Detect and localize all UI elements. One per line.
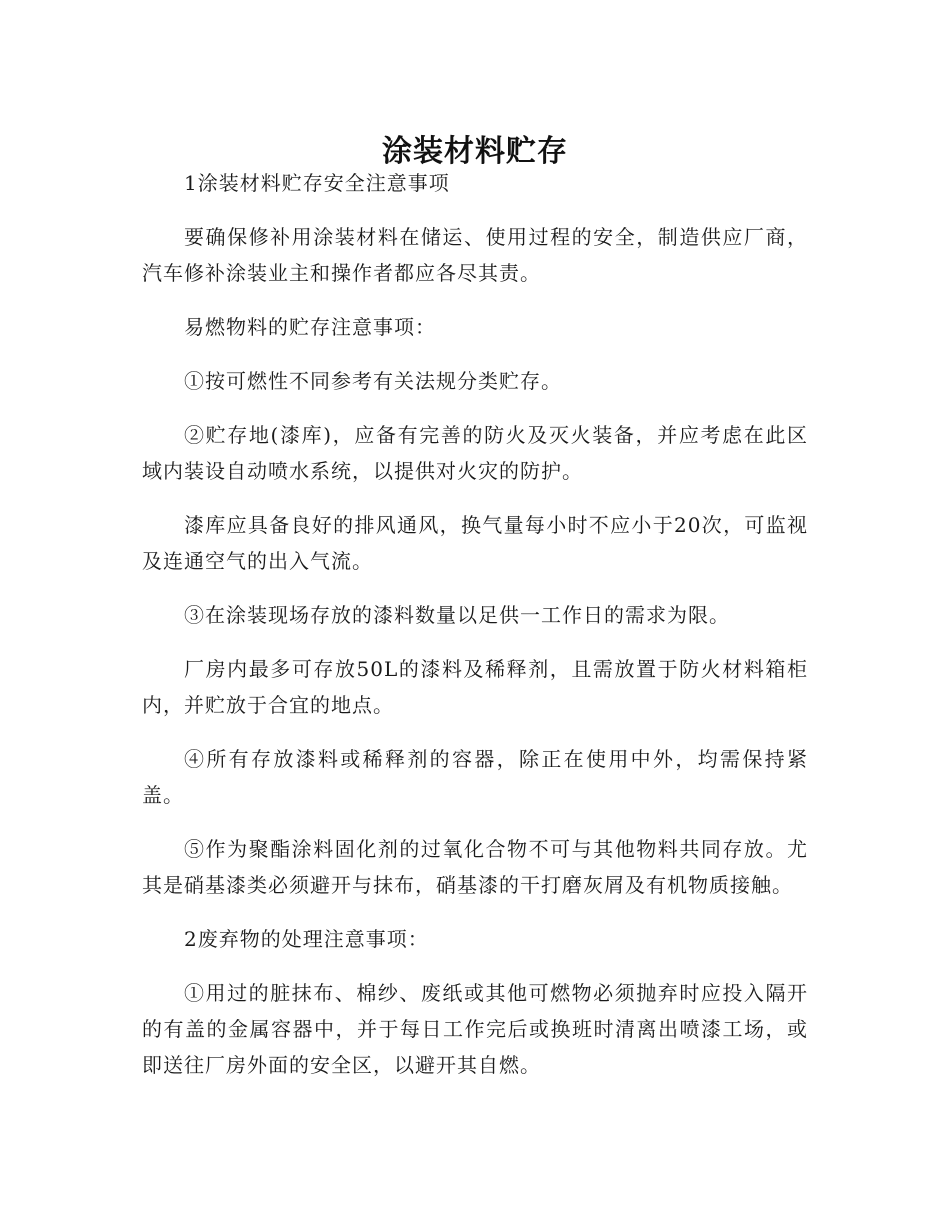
paragraph-storage-limit: 厂房内最多可存放50L的漆料及稀释剂，且需放置于防火材料箱柜内，并贮放于合宜的地点。 [142,657,808,717]
list-item-5: ⑤作为聚酯涂料固化剂的过氧化合物不可与其他物料共同存放。尤其是硝基漆类必须避开与抹布，硝基漆的干打磨灰屑及有机物质接触。 [142,837,808,897]
paragraph-ventilation: 漆库应具备良好的排风通风，换气量每小时不应小于20次，可监视及连通空气的出入气流。 [142,513,808,573]
list-item-3: ③在涂装现场存放的漆料数量以足供一工作日的需求为限。 [184,603,730,627]
document-body [142,165,808,1101]
list-item-2: ②贮存地(漆库)，应备有完善的防火及灭火装备，并应考虑在此区域内装设自动喷水系统，以提供对火灾的防护。 [142,423,808,483]
list-item-waste-1: ①用过的脏抹布、棉纱、废纸或其他可燃物必须抛弃时应投入隔开的有盖的金属容器中，并于每日工作完后或换班时清离出喷漆工场，或即送往厂房外面的安全区，以避开其自燃。 [142,981,808,1077]
paragraph-flammable-intro: 易燃物料的贮存注意事项： [184,315,436,339]
list-item-4: ④所有存放漆料或稀释剂的容器，除正在使用中外，均需保持紧盖。 [142,747,808,807]
heading-section-1: 1涂装材料贮存安全注意事项 [184,171,450,195]
paragraph-responsibility: 要确保修补用涂装材料在储运、使用过程的安全，制造供应厂商，汽车修补涂装业主和操作者都应各尽其责。 [142,225,808,285]
page-title: 涂装材料贮存 [382,134,568,170]
list-item-1: ①按可燃性不同参考有关法规分类贮存。 [184,369,562,393]
heading-section-2: 2废弃物的处理注意事项： [184,927,429,951]
